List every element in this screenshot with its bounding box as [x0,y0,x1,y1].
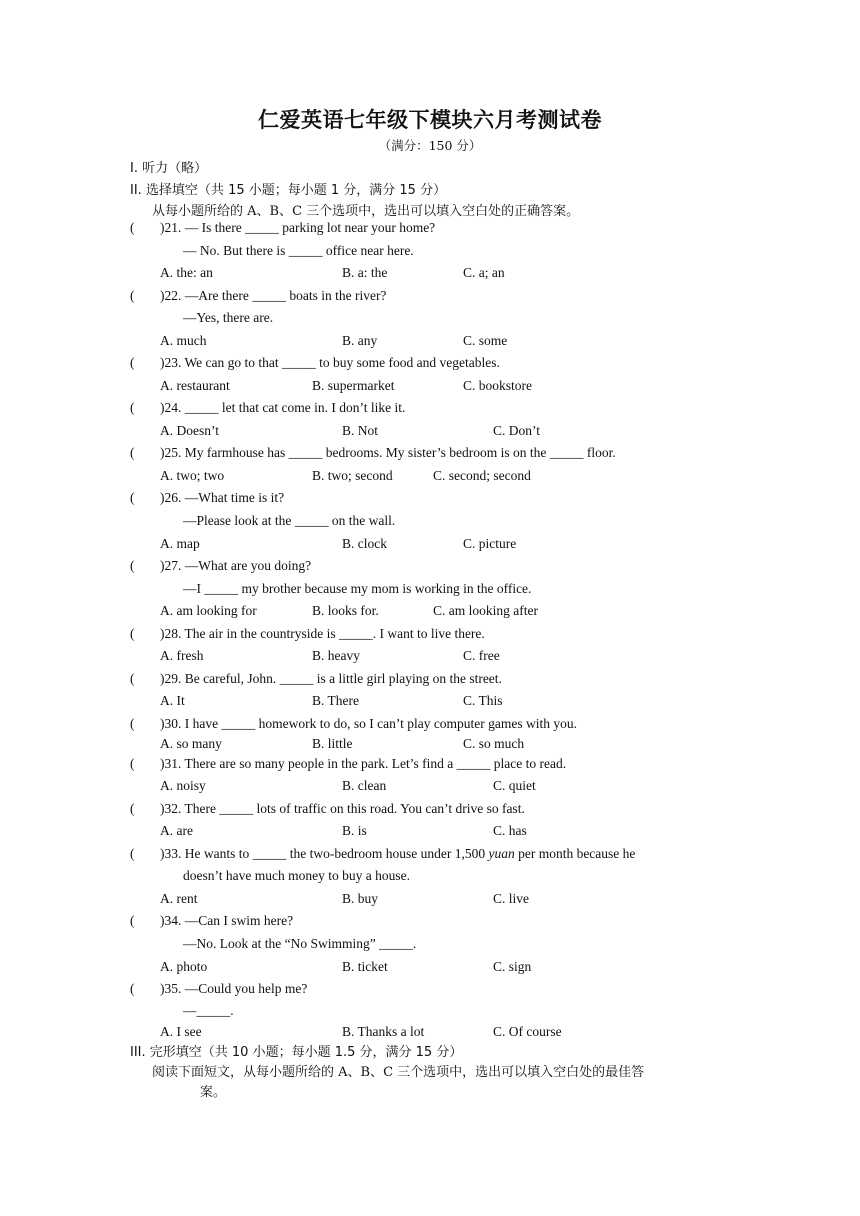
option-c: C. quiet [493,778,536,793]
question-text: )25. My farmhouse has _____ bedrooms. My sister’s bedroom is on the _____ floor. [160,445,616,460]
question-26-sub: —Please look at the _____ on the wall. [183,513,396,528]
option-a: A. restaurant [160,378,230,393]
option-b: B. clean [342,778,387,793]
question-29 [130,671,502,687]
question-27 [130,558,311,574]
question-32 [130,801,525,817]
page-subtitle: （满分：150 分） [378,138,482,153]
option-a: A. photo [160,959,208,974]
question-33-sub: doesn’t have much money to buy a house. [183,868,410,883]
option-c: C. has [493,823,527,838]
option-c: C. This [463,693,503,708]
answer-blank[interactable]: ( [130,400,135,415]
section-instruction: 从每小题所给的 A、B、C 三个选项中，选出可以填入空白处的正确答案。 [152,204,580,219]
section-multiple-choice: II. 选择填空（共 15 小题；每小题 1 分，满分 15 分） [130,183,447,198]
question-text: )34. —Can I swim here? [160,913,294,928]
option-a: A. It [160,693,185,708]
answer-blank[interactable]: ( [130,220,135,235]
option-c: C. some [463,333,508,348]
option-a: A. the: an [160,265,213,280]
question-text-italic: yuan [488,846,515,861]
option-b: B. looks for. [312,603,379,618]
answer-blank[interactable]: ( [130,490,135,505]
question-text: )26. —What time is it? [160,490,285,505]
question-28 [130,626,485,642]
option-c: C. Don’t [493,423,541,438]
option-a: A. rent [160,891,198,906]
answer-blank[interactable]: ( [130,558,135,573]
question-33 [130,846,635,862]
option-c: C. free [463,648,500,663]
answer-blank[interactable]: ( [130,846,135,861]
question-23 [130,355,500,371]
option-b: B. heavy [312,648,360,663]
question-text: )30. I have _____ homework to do, so I can’t play computer games with you. [160,716,578,731]
answer-blank[interactable]: ( [130,445,135,460]
question-35 [130,981,307,997]
option-b: B. There [312,693,359,708]
option-a: A. are [160,823,193,838]
answer-blank[interactable]: ( [130,716,135,731]
section-listening: I. 听力（略） [130,161,208,176]
answer-blank[interactable]: ( [130,288,135,303]
question-35-sub: —_____. [183,1003,234,1018]
question-text: )32. There _____ lots of traffic on this road. You can’t drive so fast. [160,801,525,816]
question-text-end: per month because he [514,846,636,861]
option-b: B. supermarket [312,378,395,393]
option-c: C. a; an [463,265,505,280]
question-22-sub: —Yes, there are. [183,310,274,325]
question-text: )29. Be careful, John. _____ is a little girl playing on the street. [160,671,502,686]
option-c: C. picture [463,536,517,551]
option-c: C. bookstore [463,378,532,393]
option-b: B. any [342,333,378,348]
option-b: B. ticket [342,959,388,974]
question-30 [130,716,577,732]
option-c: C. am looking after [433,603,538,618]
option-b: B. clock [342,536,387,551]
section-cloze-instruction: 阅读下面短文，从每小题所给的 A、B、C 三个选项中，选出可以填入空白处的最佳答 [152,1065,645,1080]
question-24 [130,400,405,416]
answer-blank[interactable]: ( [130,355,135,370]
answer-blank[interactable]: ( [130,756,135,771]
question-27-sub: —I _____ my brother because my mom is working in the office. [183,581,532,596]
option-a: A. fresh [160,648,204,663]
option-c: C. second; second [433,468,531,483]
question-22 [130,288,386,304]
option-a: A. two; two [160,468,225,483]
option-a: A. Doesn’t [160,423,219,438]
answer-blank[interactable]: ( [130,626,135,641]
option-a: A. I see [160,1024,202,1039]
option-b: B. two; second [312,468,393,483]
page-title: 仁爱英语七年级下模块六月考测试卷 [258,108,602,132]
question-31 [130,756,566,772]
question-34 [130,913,293,929]
option-a: A. much [160,333,207,348]
question-26 [130,490,284,506]
option-b: B. little [312,736,353,751]
question-text: )33. He wants to _____ the two-bedroom house under 1,500 [160,846,489,861]
question-25 [130,445,616,461]
question-text: )23. We can go to that _____ to buy some food and vegetables. [160,355,500,370]
option-b: B. Thanks a lot [342,1024,425,1039]
question-34-sub: —No. Look at the “No Swimming” _____. [183,936,417,951]
option-c: C. live [493,891,529,906]
option-a: A. so many [160,736,222,751]
answer-blank[interactable]: ( [130,913,135,928]
question-21-sub: — No. But there is _____ office near here. [183,243,414,258]
option-c: C. Of course [493,1024,562,1039]
option-b: B. is [342,823,367,838]
question-text: )35. —Could you help me? [160,981,308,996]
question-21 [130,220,435,236]
option-a: A. noisy [160,778,206,793]
option-b: B. a: the [342,265,388,280]
section-cloze-instruction-end: 案。 [200,1085,227,1100]
question-text: )22. —Are there _____ boats in the river? [160,288,387,303]
option-a: A. map [160,536,200,551]
option-b: B. buy [342,891,379,906]
question-text: )28. The air in the countryside is _____. I want to live there. [160,626,485,641]
question-text: )24. _____ let that cat come in. I don’t like it. [160,400,406,415]
option-a: A. am looking for [160,603,257,618]
option-b: B. Not [342,423,379,438]
question-text: )21. — Is there _____ parking lot near your home? [160,220,436,235]
section-cloze: III. 完形填空（共 10 小题；每小题 1.5 分，满分 15 分） [130,1045,463,1060]
answer-blank[interactable]: ( [130,801,135,816]
answer-blank[interactable]: ( [130,671,135,686]
option-c: C. so much [463,736,525,751]
question-text: )27. —What are you doing? [160,558,312,573]
answer-blank[interactable]: ( [130,981,135,996]
option-c: C. sign [493,959,532,974]
question-text: )31. There are so many people in the park. Let’s find a _____ place to read. [160,756,567,771]
